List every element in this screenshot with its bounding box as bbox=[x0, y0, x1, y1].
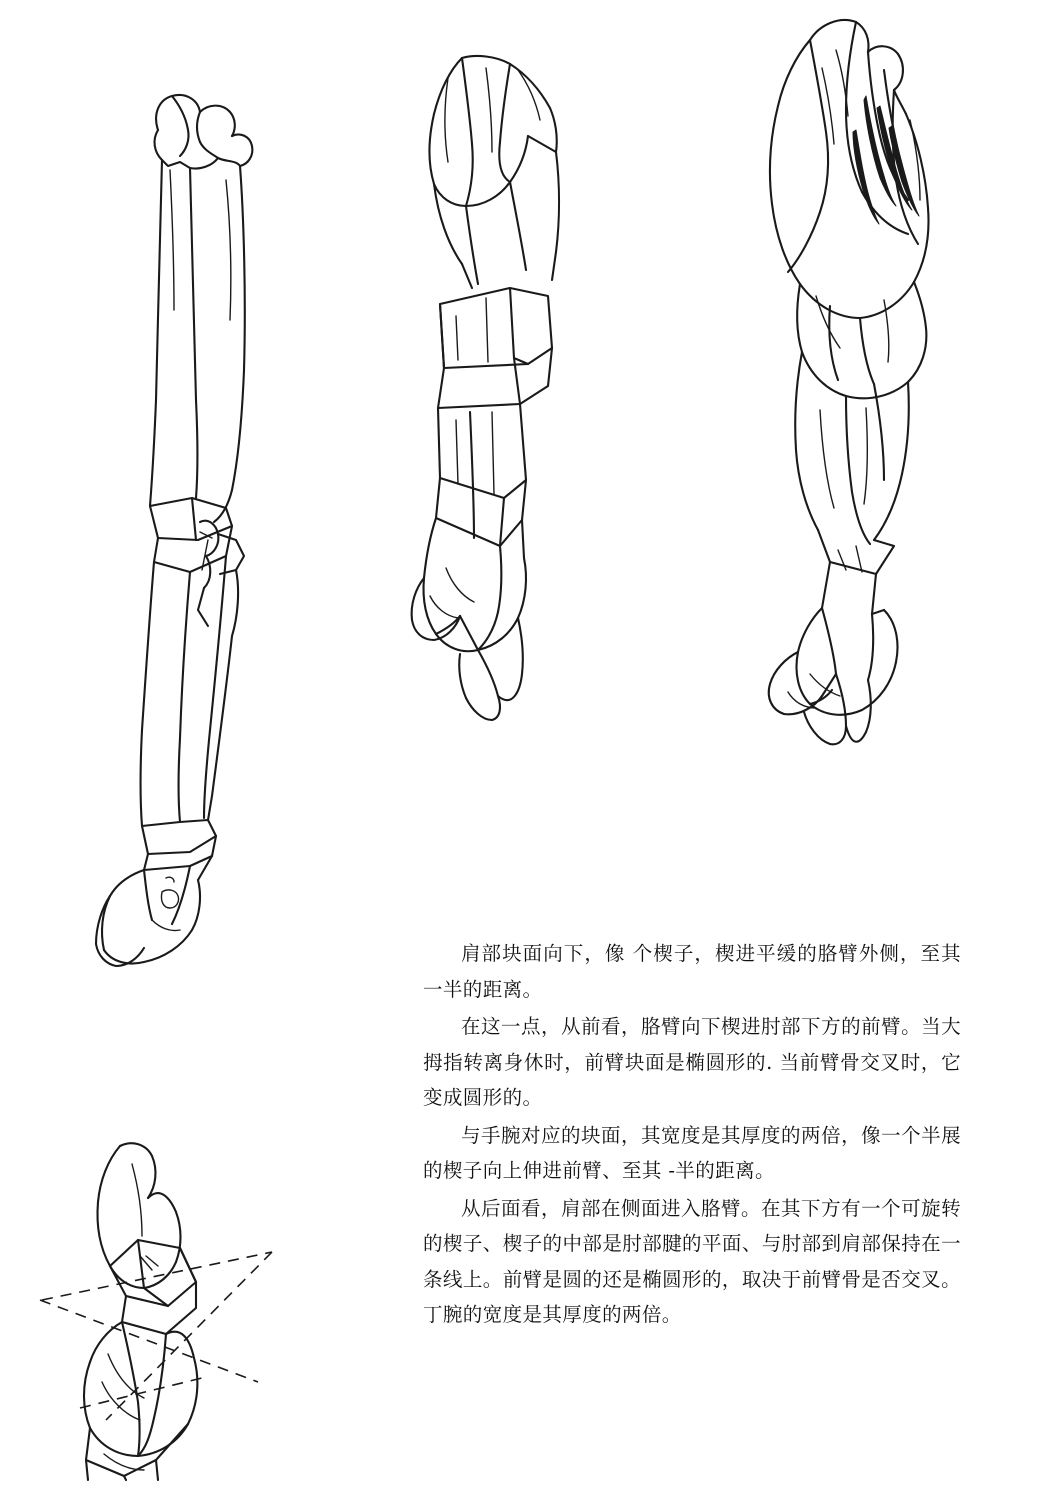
figure-arm-skeleton-blocks bbox=[40, 70, 330, 920]
figure-arm-muscles-right bbox=[670, 10, 980, 770]
paragraph-1: 肩部块面向下，像 个楔子，楔进平缓的胳臂外侧，至其 一半的距离。 bbox=[423, 942, 961, 1001]
paragraph-4: 从后面看，肩部在侧面进入胳臂。在其下方有一个可旋转的楔子、楔子的中部是肘部腱的平面、与肘部到肩部保持在一条线上。前臂是圆的还是椭圆形的，取决于前臂骨是否交叉。 丁腕的宽度是其厚度的两倍。 bbox=[423, 1196, 961, 1326]
figure-shoulder-wedge-diagram bbox=[20, 1130, 310, 1480]
paragraph-3: 与手腕对应的块面，其宽度是其厚度的两倍，像一个半展的楔子向上伸进前臂、至其 -半的距离。 bbox=[423, 1123, 961, 1182]
paragraph-2: 在这一点，从前看，胳臂向下楔进肘部下方的前臂。当大拇指转离身休时，前臂块面是椭圆形的. 当前臂骨交叉时，它变成圆形的。 bbox=[423, 1015, 961, 1109]
body-text-block bbox=[423, 936, 961, 1335]
figure-arm-planes-middle bbox=[400, 48, 630, 728]
